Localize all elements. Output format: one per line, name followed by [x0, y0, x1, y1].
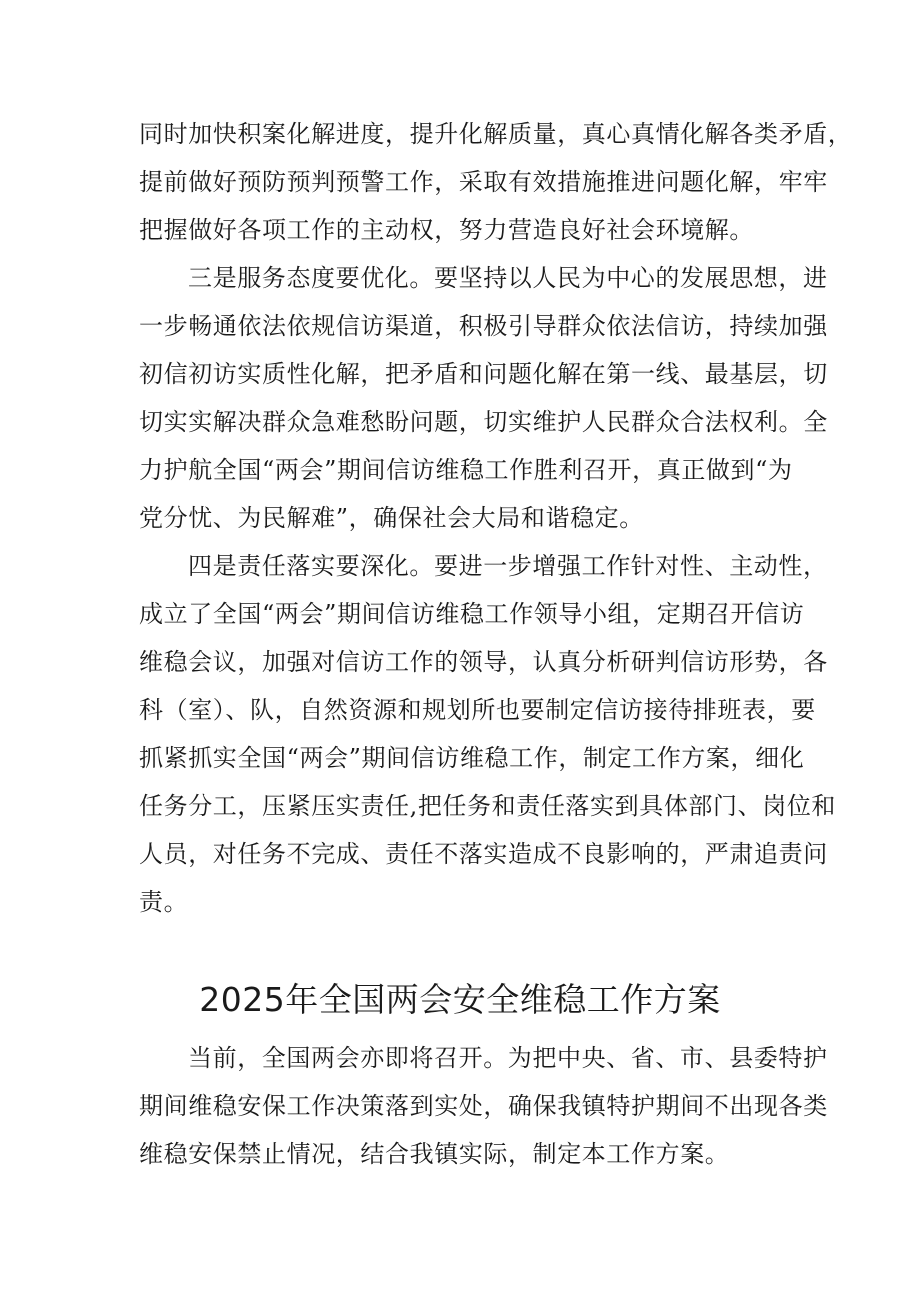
paragraph-2-line-6: 党分忧、为民解难”，确保社会大局和谐稳定。 — [139, 504, 644, 532]
paragraph-3-line-3: 维稳会议，加强对信访工作的领导，认真分析研判信访形势，各 — [139, 648, 828, 676]
paragraph-3-line-2: 成立了全国“两会”期间信访维稳工作领导小组，定期召开信访 — [139, 600, 805, 628]
document-title: 2025年全国两会安全维稳工作方案 — [199, 980, 721, 1019]
paragraph-1-line-3: 把握做好各项工作的主动权，努力营造良好社会环境解。 — [139, 216, 754, 244]
paragraph-3-line-4: 科（室）、队，自然资源和规划所也要制定信访接待排班表，要 — [139, 696, 816, 724]
paragraph-4-line-1: 当前，全国两会亦即将召开。为把中央、省、市、县委特护 — [188, 1044, 828, 1072]
paragraph-3-line-6: 任务分工，压紧压实责任,把任务和责任落实到具体部门、岗位和 — [139, 792, 837, 820]
paragraph-2-line-2: 一步畅通依法依规信访渠道，积极引导群众依法信访，持续加强 — [139, 312, 828, 340]
paragraph-3-line-5: 抓紧抓实全国“两会”期间信访维稳工作，制定工作方案，细化 — [139, 744, 805, 772]
paragraph-2-line-3: 初信初访实质性化解，把矛盾和问题化解在第一线、最基层，切 — [139, 360, 828, 388]
paragraph-3-line-1: 四是责任落实要深化。要进一步增强工作针对性、主动性， — [188, 552, 828, 580]
paragraph-1-line-1: 同时加快积案化解进度，提升化解质量，真心真情化解各类矛盾， — [139, 120, 853, 148]
paragraph-2-line-1: 三是服务态度要优化。要坚持以人民为中心的发展思想，进 — [188, 264, 828, 292]
paragraph-4-line-2: 期间维稳安保工作决策落到实处，确保我镇特护期间不出现各类 — [139, 1092, 828, 1120]
paragraph-3-line-8: 责。 — [139, 888, 189, 916]
paragraph-2-line-4: 切实实解决群众急难愁盼问题，切实维护人民群众合法权利。全 — [139, 408, 828, 436]
paragraph-4-line-3: 维稳安保禁止情况，结合我镇实际，制定本工作方案。 — [139, 1140, 730, 1168]
paragraph-3-line-7: 人员，对任务不完成、责任不落实造成不良影响的，严肃追责问 — [139, 840, 828, 868]
paragraph-2-line-5: 力护航全国“两会”期间信访维稳工作胜利召开，真正做到“为 — [139, 456, 793, 484]
paragraph-1-line-2: 提前做好预防预判预警工作，采取有效措施推进问题化解，牢牢 — [139, 168, 828, 196]
